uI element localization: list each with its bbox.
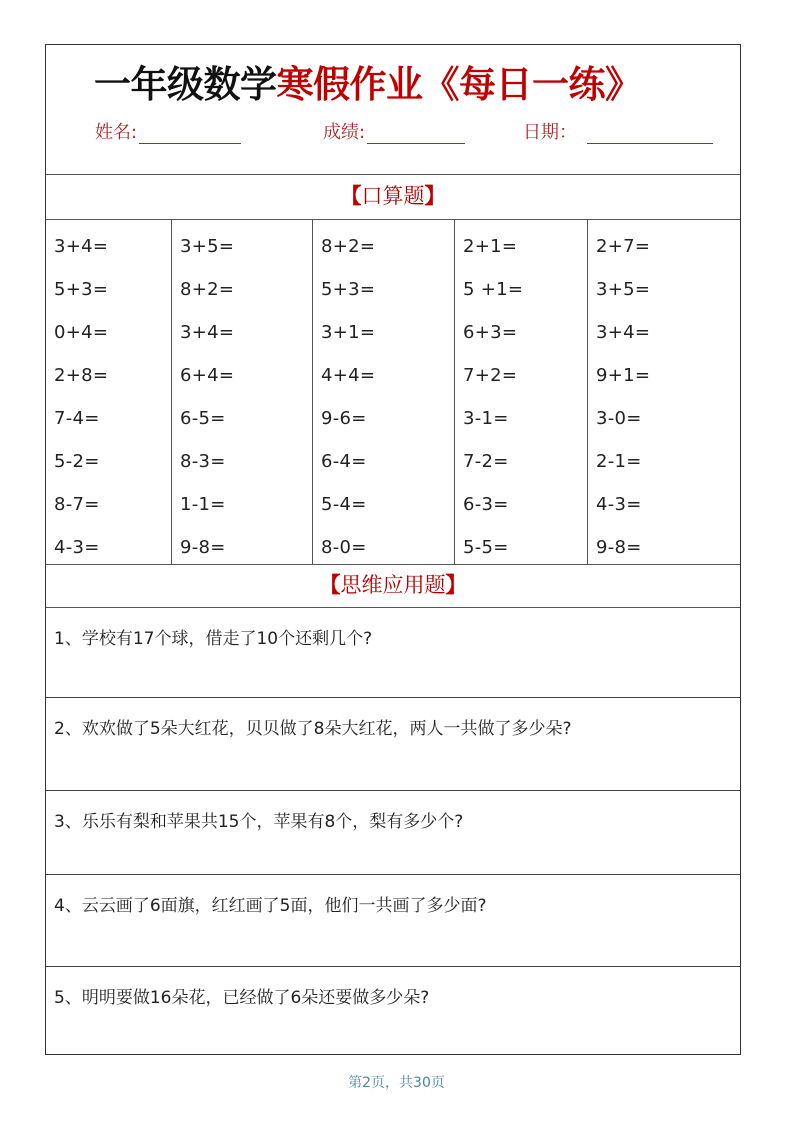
problem-cell[interactable]: 6-4= xyxy=(321,451,367,472)
problem-cell[interactable]: 3+1= xyxy=(321,322,376,343)
bracket-close: 】 xyxy=(424,184,446,208)
problem-column-4 xyxy=(454,220,588,564)
problem-cell[interactable]: 0+4= xyxy=(54,322,109,343)
problem-cell[interactable]: 3-1= xyxy=(463,408,509,429)
problem-cell[interactable]: 8-0= xyxy=(321,537,367,558)
bracket-open: 【 xyxy=(340,184,362,208)
page-title xyxy=(94,63,642,107)
date-blank[interactable] xyxy=(587,123,713,144)
problem-cell[interactable]: 7-2= xyxy=(463,451,509,472)
score-field[interactable] xyxy=(323,118,465,144)
problem-cell[interactable]: 8-7= xyxy=(54,494,100,515)
date-field[interactable] xyxy=(523,118,713,144)
problem-cell[interactable]: 5 +1= xyxy=(463,279,524,300)
word-problem-text: 2、欢欢做了5朵大红花，贝贝做了8朵大红花，两人一共做了多少朵? xyxy=(54,719,572,739)
problem-cell[interactable]: 6+3= xyxy=(463,322,518,343)
problem-cell[interactable]: 7+2= xyxy=(463,365,518,386)
bracket-close: 】 xyxy=(445,573,467,597)
problem-cell[interactable]: 8+2= xyxy=(180,279,235,300)
oral-problems-grid xyxy=(46,220,740,565)
word-problem-1 xyxy=(46,608,740,698)
section-label-oral: 口算题 xyxy=(361,184,425,208)
word-problem-5 xyxy=(46,967,740,1054)
problem-column-3 xyxy=(312,220,454,564)
problem-cell[interactable]: 2+1= xyxy=(463,236,518,257)
problem-cell[interactable]: 7-4= xyxy=(54,408,100,429)
bracket-open: 【 xyxy=(319,573,341,597)
problem-cell[interactable]: 6-5= xyxy=(180,408,226,429)
section-label-application: 思维应用题 xyxy=(340,573,446,597)
problem-column-2 xyxy=(171,220,313,564)
problem-cell[interactable]: 4+4= xyxy=(321,365,376,386)
name-label: 姓名: xyxy=(95,122,138,143)
score-blank[interactable] xyxy=(367,123,465,144)
worksheet-header xyxy=(46,45,740,175)
problem-cell[interactable]: 9-6= xyxy=(321,408,367,429)
problem-cell[interactable]: 5-4= xyxy=(321,494,367,515)
section-title-application xyxy=(46,564,740,608)
problem-cell[interactable]: 5+3= xyxy=(54,279,109,300)
title-grade-subject: 一年级数学 xyxy=(94,63,277,106)
problem-cell[interactable]: 6+4= xyxy=(180,365,235,386)
problem-cell[interactable]: 6-3= xyxy=(463,494,509,515)
name-field[interactable] xyxy=(95,118,241,144)
problem-cell[interactable]: 5+3= xyxy=(321,279,376,300)
section-title-oral xyxy=(46,174,740,220)
problem-cell[interactable]: 3+4= xyxy=(596,322,651,343)
problem-cell[interactable]: 9-8= xyxy=(596,537,642,558)
problem-column-5 xyxy=(587,220,740,564)
worksheet xyxy=(45,44,741,1055)
problem-column-1 xyxy=(46,220,172,564)
problem-cell[interactable]: 8-3= xyxy=(180,451,226,472)
word-problem-text: 4、云云画了6面旗，红红画了5面，他们一共画了多少面? xyxy=(54,896,487,916)
problem-cell[interactable]: 5-2= xyxy=(54,451,100,472)
word-problem-2 xyxy=(46,698,740,791)
date-label: 日期： xyxy=(523,122,577,143)
word-problem-3 xyxy=(46,791,740,875)
problem-cell[interactable]: 5-5= xyxy=(463,537,509,558)
problem-cell[interactable]: 1-1= xyxy=(180,494,226,515)
word-problem-text: 3、乐乐有梨和苹果共15个，苹果有8个，梨有多少个? xyxy=(54,812,464,832)
name-blank[interactable] xyxy=(139,123,241,144)
problem-cell[interactable]: 9+1= xyxy=(596,365,651,386)
problem-cell[interactable]: 2+7= xyxy=(596,236,651,257)
problem-cell[interactable]: 3+5= xyxy=(180,236,235,257)
problem-cell[interactable]: 2-1= xyxy=(596,451,642,472)
problem-cell[interactable]: 3-0= xyxy=(596,408,642,429)
problem-cell[interactable]: 9-8= xyxy=(180,537,226,558)
problem-cell[interactable]: 4-3= xyxy=(54,537,100,558)
word-problem-4 xyxy=(46,875,740,967)
title-homework-name: 寒假作业《每日一练》 xyxy=(276,63,642,106)
problem-cell[interactable]: 2+8= xyxy=(54,365,109,386)
problem-cell[interactable]: 3+4= xyxy=(54,236,109,257)
problem-cell[interactable]: 4-3= xyxy=(596,494,642,515)
problem-cell[interactable]: 3+5= xyxy=(596,279,651,300)
word-problem-text: 1、学校有17个球，借走了10个还剩几个? xyxy=(54,629,373,649)
page-number: 第2页，共30页 xyxy=(348,1075,445,1091)
score-label: 成绩: xyxy=(323,122,366,143)
problem-cell[interactable]: 8+2= xyxy=(321,236,376,257)
word-problem-text: 5、明明要做16朵花，已经做了6朵还要做多少朵? xyxy=(54,988,430,1008)
problem-cell[interactable]: 3+4= xyxy=(180,322,235,343)
student-info-row xyxy=(46,118,740,144)
